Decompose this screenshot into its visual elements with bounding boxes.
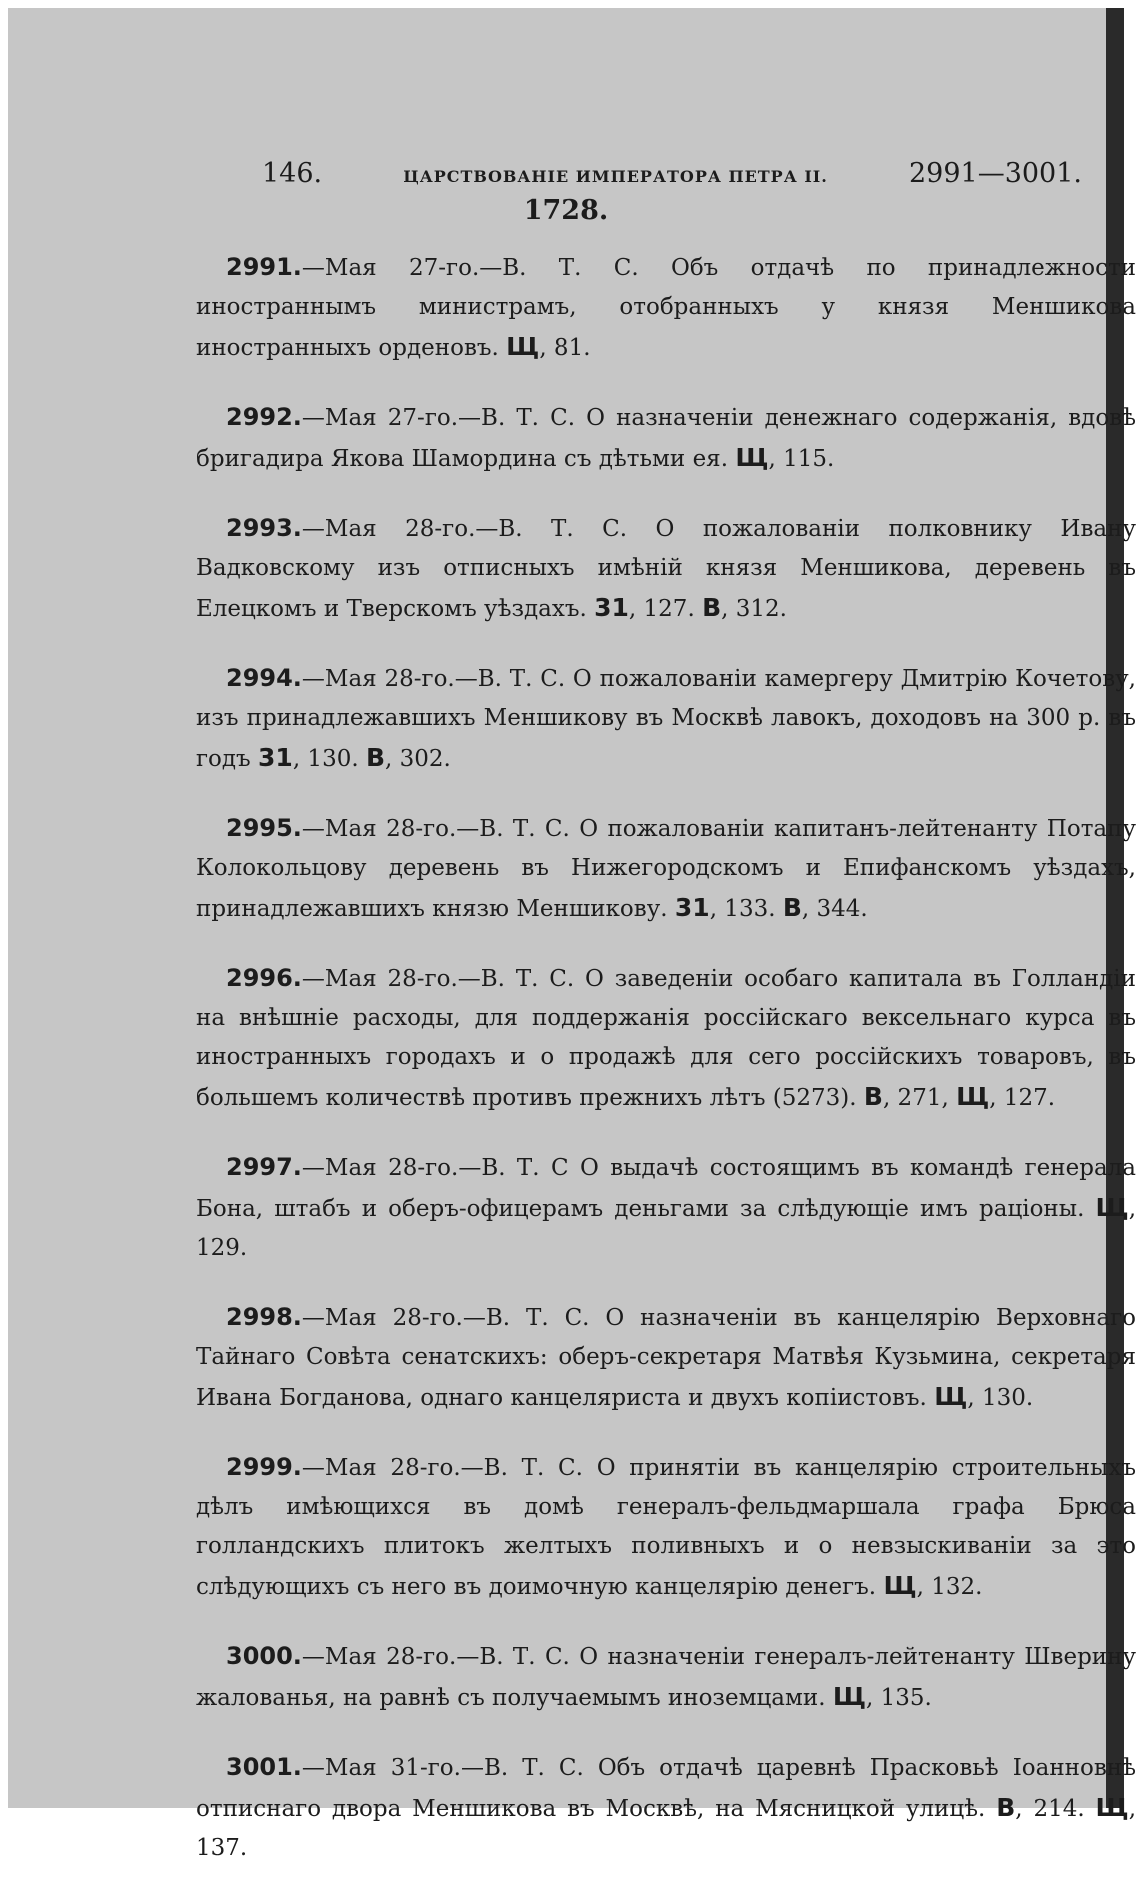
- entry-text: О назначеніи генералъ-лейтенанту Шверину жалованья, на равнѣ съ получаемымъ иноземцами.: [196, 1644, 1136, 1711]
- source-page: , 115.: [768, 446, 835, 472]
- source-page: , 81.: [539, 335, 591, 361]
- entry-date: —Мая 28-го.—В. Т. С: [301, 1155, 569, 1181]
- running-head: [262, 158, 1082, 189]
- entry-6: [196, 959, 1136, 1118]
- source-page: , 127.: [989, 1085, 1056, 1111]
- source-abbrev: Щ: [832, 1682, 866, 1711]
- entry-number: 2994.: [226, 664, 302, 692]
- entry-date: —Мая 28-го.—В. Т. С.: [301, 666, 566, 692]
- source-page: , 130.: [967, 1385, 1034, 1411]
- entry-text: О пожалованіи полковнику Ивану Вадковскому изъ отписныхъ имѣній князя Меншикова, деревень въ Елецкомъ и Тверскомъ уѣздахъ.: [196, 516, 1136, 622]
- entry-number: 2997.: [226, 1153, 302, 1181]
- entry-number: 2999.: [226, 1453, 302, 1481]
- source-page: , 214.: [1015, 1796, 1085, 1822]
- entry-text: О назначеніи денежнаго содержанія, вдовѣ бригадира Якова Шамордина съ дѣтьми ея.: [196, 405, 1137, 472]
- source-page: , 312.: [721, 596, 787, 622]
- source-page: , 127.: [628, 596, 695, 622]
- entry-8: [196, 1298, 1136, 1418]
- entry-text: О назначеніи въ канцелярію Верховнаго Тайнаго Совѣта сенатскихъ: оберъ-секретаря Матвѣя Кузьмина, секретаря Ивана Богданова, однаго канцеляриста и двухъ копіистовъ.: [196, 1305, 1136, 1411]
- entry-number: 2991.: [226, 253, 302, 281]
- source-abbrev: В: [863, 1082, 883, 1111]
- source-abbrev: Щ: [1095, 1193, 1129, 1222]
- entry-11: [196, 1748, 1136, 1868]
- entry-number: 2992.: [226, 403, 302, 431]
- entry-date: —Мая 28-го.—В. Т. С.: [301, 516, 628, 542]
- source-abbrev: В: [996, 1793, 1016, 1822]
- entry-7: [196, 1148, 1136, 1268]
- source-abbrev: В: [782, 893, 802, 922]
- entry-3: [196, 509, 1136, 629]
- entry-date: —Мая 27-го.—В. Т. С.: [301, 255, 639, 281]
- source-page: , 271,: [882, 1085, 949, 1111]
- source-page: , 133.: [709, 896, 776, 922]
- source-page: , 129.: [196, 1196, 1137, 1261]
- source-page: , 132.: [916, 1574, 983, 1600]
- entry-number: 3000.: [226, 1642, 302, 1670]
- entry-date: —Мая 28-го.—В. Т. С.: [301, 816, 570, 842]
- year-heading: 1728.: [523, 195, 609, 226]
- entry-text: О принятіи въ канцелярію строительныхъ дѣлъ имѣющихся въ домѣ генералъ-фельдмаршала графа Брюса голландскихъ плитокъ желтыхъ поливныхъ и о невзыскиваніи за это слѣдующихъ съ него въ доимочную канцелярію денегъ.: [196, 1455, 1136, 1600]
- entry-text: О пожалованіи камергеру Дмитрію Кочетову, изъ принадлежавшихъ Меншикову въ Москвѣ лавокъ, доходовъ на 300 р. въ годъ: [196, 666, 1136, 772]
- source-abbrev: 31: [258, 743, 293, 772]
- entry-number: 2993.: [226, 514, 302, 542]
- entry-number: 3001.: [226, 1753, 302, 1781]
- entry-5: [196, 809, 1136, 929]
- source-page: , 130.: [292, 746, 359, 772]
- entries-list: [196, 248, 1136, 1868]
- source-abbrev: Щ: [934, 1382, 968, 1411]
- entry-text: О пожалованіи капитанъ-лейтенанту Потапу Колокольцову деревень въ Нижегородскомъ и Епифанскомъ уѣздахъ, принадлежавшихъ князю Меншикову.: [196, 816, 1137, 922]
- entry-text: О выдачѣ состоящимъ въ командѣ генерала Бона, штабъ и оберъ-офицерамъ деньгами за слѣдующіе имъ раціоны.: [196, 1155, 1136, 1222]
- entry-1: [196, 248, 1136, 368]
- source-abbrev: Щ: [506, 332, 540, 361]
- source-abbrev: Щ: [883, 1571, 917, 1600]
- entry-number: 2996.: [226, 964, 302, 992]
- entry-date: —Мая 28-го.—В. Т. С.: [301, 1305, 590, 1331]
- entry-4: [196, 659, 1136, 779]
- entry-number: 2998.: [226, 1303, 302, 1331]
- source-abbrev: Щ: [956, 1082, 990, 1111]
- entry-date: —Мая 31-го.—В. Т. С.: [301, 1755, 584, 1781]
- page-number: 146.: [262, 158, 323, 189]
- running-title: ЦАРСТВОВАНІЕ ИМПЕРАТОРА ПЕТРА II.: [403, 167, 828, 186]
- entry-text: Объ отдачѣ по принадлежности иностраннымъ министрамъ, отобранныхъ у князя Меншикова иностранныхъ орденовъ.: [196, 255, 1137, 361]
- book-page: [8, 8, 1137, 1861]
- entry-range: 2991—3001.: [908, 158, 1082, 189]
- entry-9: [196, 1448, 1136, 1607]
- source-abbrev: Щ: [735, 443, 769, 472]
- entry-10: [196, 1637, 1136, 1718]
- entry-text: О заведеніи особаго капитала въ Голландіи на внѣшніе расходы, для поддержанія россійскаго вексельнаго курса въ иностранныхъ городахъ и о продажѣ для сего россійскихъ товаровъ, въ большемъ количествѣ противъ прежнихъ лѣтъ (5273).: [196, 966, 1136, 1111]
- source-page: , 344.: [801, 896, 868, 922]
- entry-date: —Мая 28-го.—В. Т. С.: [301, 966, 575, 992]
- entry-number: 2995.: [226, 814, 302, 842]
- source-page: , 137.: [196, 1796, 1137, 1861]
- page-content: [196, 158, 1136, 1898]
- source-abbrev: 31: [594, 593, 629, 622]
- source-abbrev: 31: [674, 893, 710, 922]
- source-abbrev: Щ: [1095, 1793, 1129, 1822]
- entry-date: —Мая 27-го.—В. Т. С.: [301, 405, 576, 431]
- source-abbrev: В: [365, 743, 386, 772]
- source-page: , 302.: [385, 746, 451, 772]
- source-abbrev: В: [702, 593, 722, 622]
- entry-text: Объ отдачѣ царевнѣ Прасковьѣ Іоанновнѣ отписнаго двора Меншикова въ Москвѣ, на Мясницкой улицѣ.: [196, 1755, 1136, 1822]
- entry-2: [196, 398, 1136, 479]
- source-page: , 135.: [865, 1685, 932, 1711]
- entry-date: —Мая 28-го.—В. Т. С.: [301, 1455, 583, 1481]
- entry-date: —Мая 28-го.—В. Т. С.: [301, 1644, 570, 1670]
